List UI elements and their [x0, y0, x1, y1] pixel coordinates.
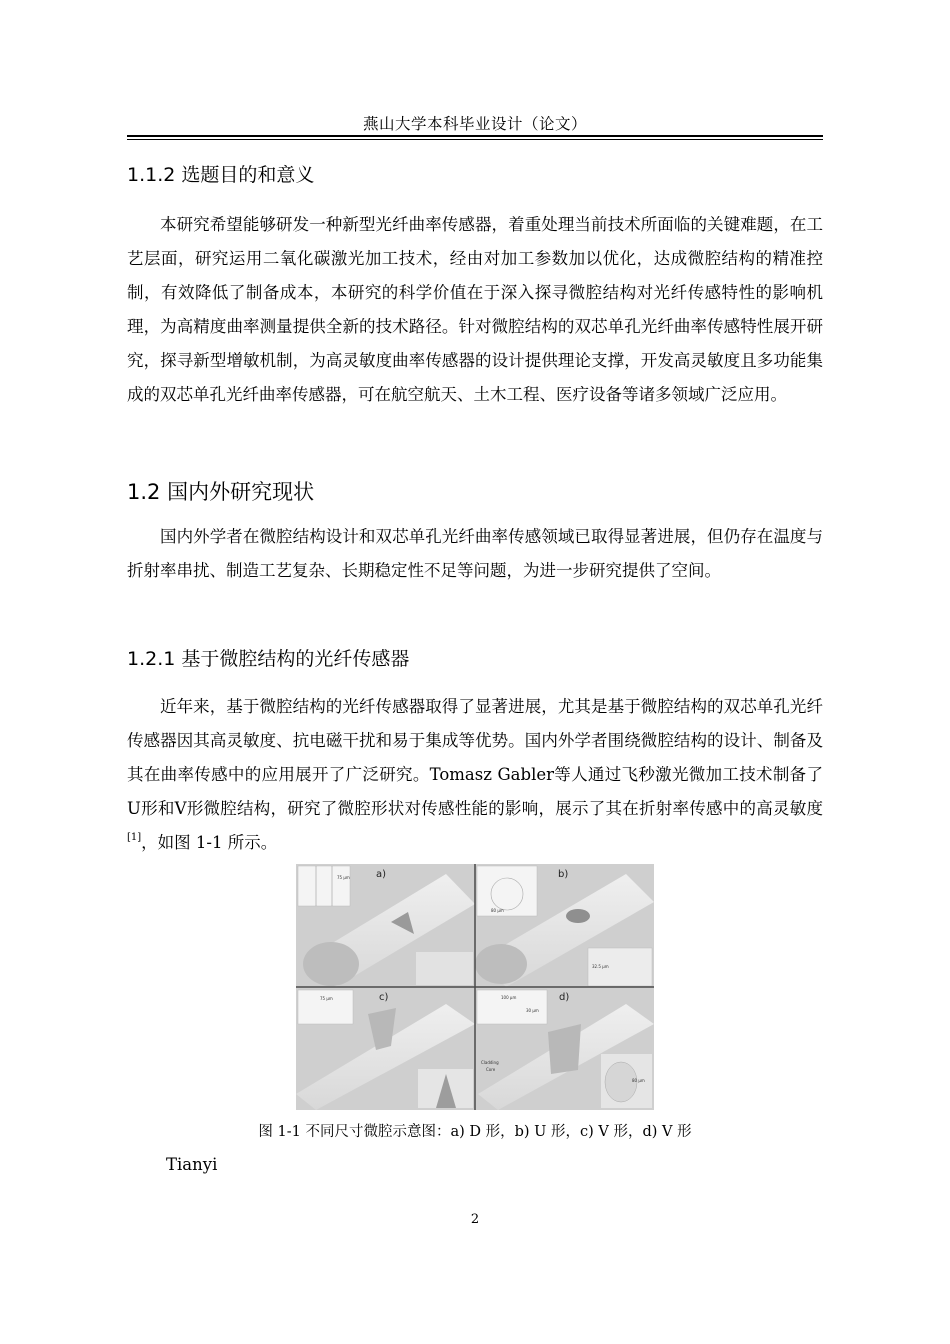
paragraph-main-text: 近年来，基于微腔结构的光纤传感器取得了显著进展，尤其是基于微腔结构的双芯单孔光纤传感器因其高灵敏度、抗电磁干扰和易于集成等优势。国内外学者围绕微腔结构的设计、制备及其在曲率传感中的应用展开了广泛研究。Tomasz Gabler等人通过飞秒激光微加工技术制备了U形和V形微腔结构，研究了微腔形状对传感性能的影响，展示了其在折射率传感中的高灵敏度 [127, 697, 823, 818]
panel-b-dimension-top: 80 μm [491, 908, 504, 913]
paragraph-end-text: ，如图 1-1 所示。 [141, 833, 278, 852]
citation-1[interactable]: [1] [127, 832, 142, 843]
paragraph-purpose: 本研究希望能够研发一种新型光纤曲率传感器，着重处理当前技术所面临的关键难题，在工艺层面，研究运用二氧化碳激光加工技术，经由对加工参数加以优化，达成微腔结构的精准控制，有效降低了制备成本，本研究的科学价值在于深入探寻微腔结构对光纤传感特性的影响机理，为高精度曲率测量提供全新的技术路径。针对微腔结构的双芯单孔光纤曲率传感特性展开研究，探寻新型增敏机制，为高灵敏度曲率传感器的设计提供理论支撑，开发高灵敏度且多功能集成的双芯单孔光纤曲率传感器，可在航空航天、土木工程、医疗设备等诸多领域广泛应用。 [127, 215, 823, 404]
panel-d-dimension-depth: 30 μm [526, 1008, 539, 1013]
page-number: 2 [470, 1212, 480, 1227]
section-heading-1-1-2: 1.1.2 选题目的和意义 [127, 164, 315, 186]
figure-panel-b [475, 864, 654, 987]
figure-caption: 图 1-1 不同尺寸微腔示意图：a) D 形，b) U 形，c) V 形，d) V 形 [258, 1124, 692, 1140]
figure-1-1-image [296, 864, 654, 1110]
panel-c-dimension: 75 μm [320, 996, 333, 1001]
section-heading-1-2: 1.2 国内外研究现状 [127, 480, 315, 504]
header-rule [127, 135, 823, 140]
panel-a-dimension: 75 μm [337, 875, 350, 880]
panel-a-label: a) [376, 869, 387, 880]
panel-d-dimension-top: 100 μm [501, 995, 517, 1000]
panel-c-label: c) [379, 992, 389, 1003]
panel-d-cladding-label: Cladding [481, 1060, 499, 1065]
panel-d-dimension-side: 80 μm [632, 1078, 645, 1083]
panel-b-label: b) [558, 869, 569, 880]
section-heading-1-2-1: 1.2.1 基于微腔结构的光纤传感器 [127, 648, 410, 670]
figure-panel-c [296, 987, 475, 1110]
paragraph-research-status: 国内外学者在微腔结构设计和双芯单孔光纤曲率传感领域已取得显著进展，但仍存在温度与折射率串扰、制造工艺复杂、长期稳定性不足等问题，为进一步研究提供了空间。 [127, 527, 823, 580]
paragraph-microcavity-sensors [127, 690, 823, 860]
page-header: 燕山大学本科毕业设计（论文） [362, 115, 587, 133]
panel-d-label: d) [559, 992, 570, 1003]
figure-panel-d [475, 987, 654, 1110]
figure-panel-a [296, 864, 475, 987]
panel-d-core-label: Core [486, 1067, 496, 1072]
tail-text: Tianyi [166, 1155, 218, 1174]
panel-b-dimension-side: 32.5 μm [592, 964, 609, 969]
figure-1-1 [296, 864, 654, 1110]
